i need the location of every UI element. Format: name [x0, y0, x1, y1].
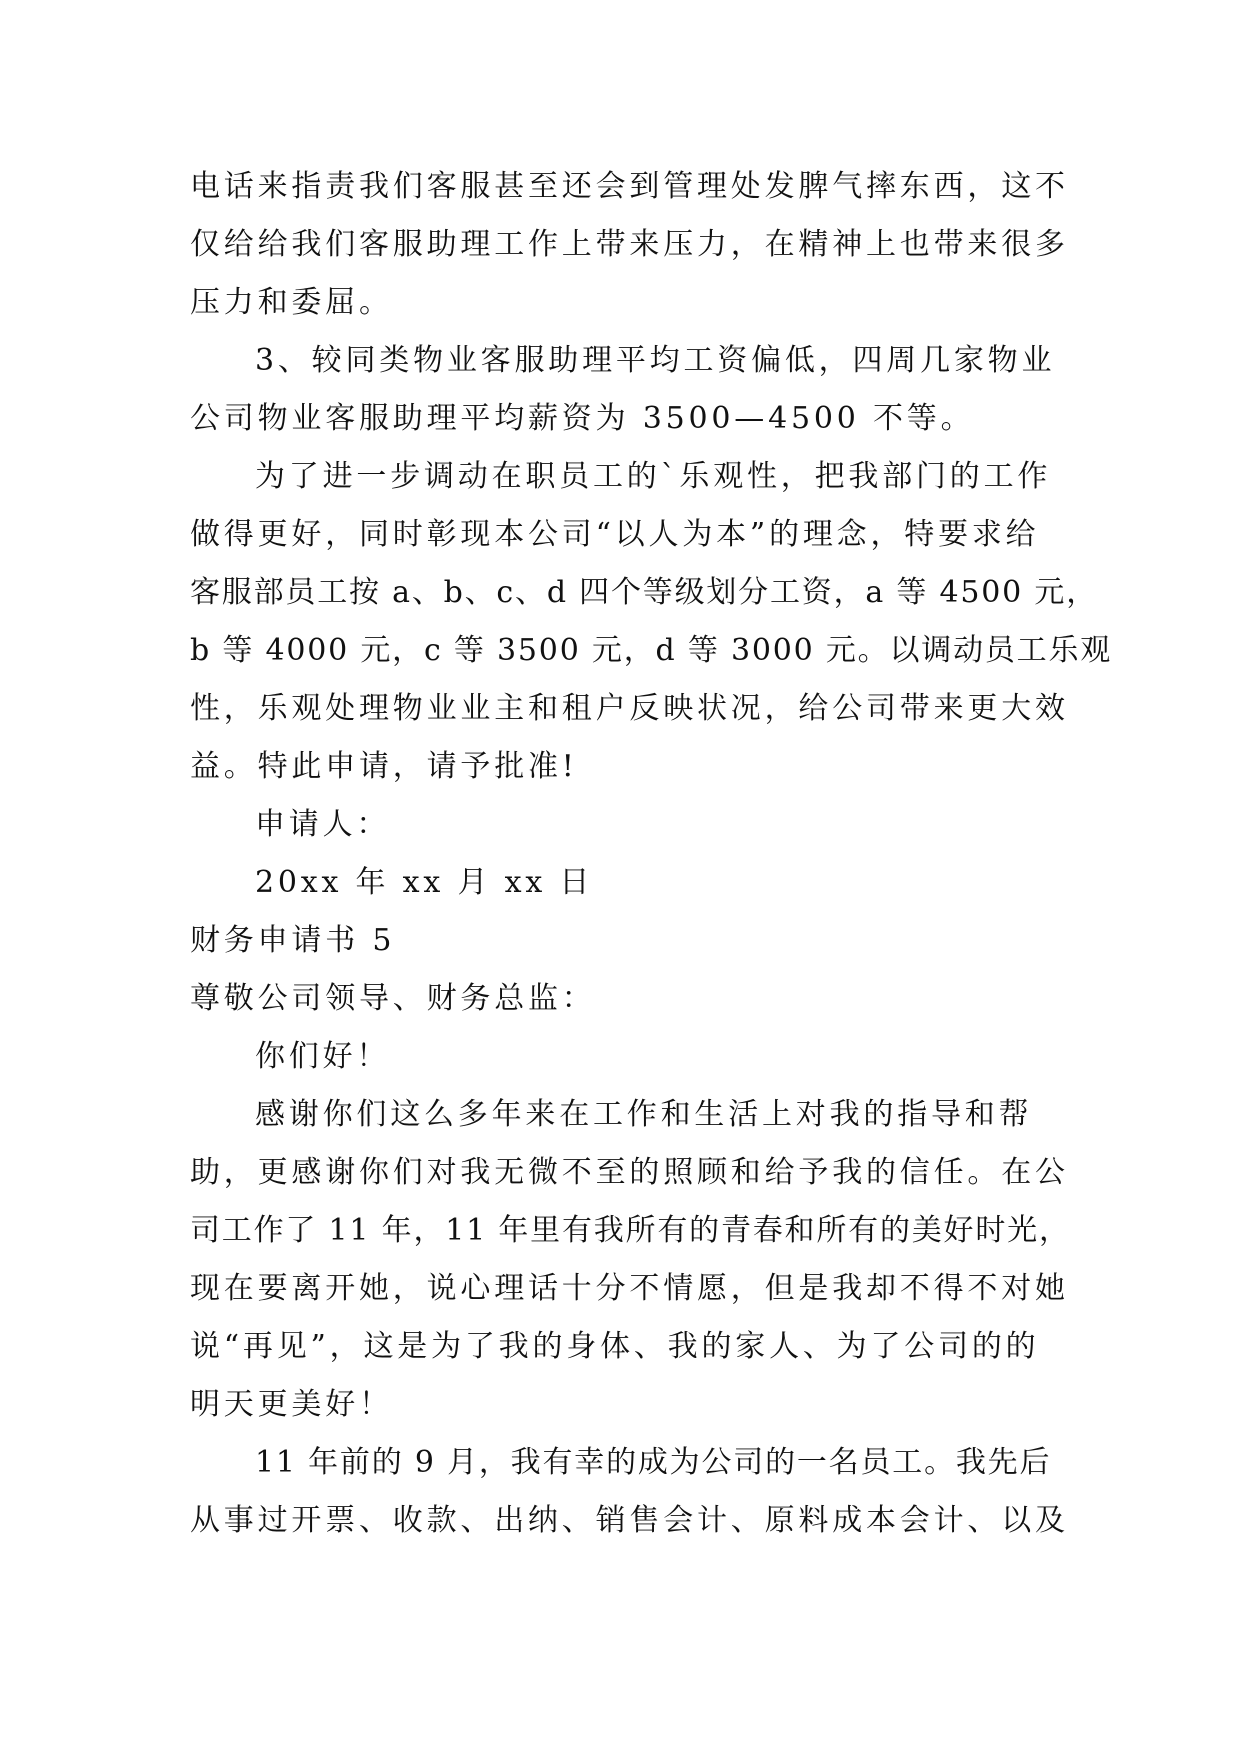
paragraph-line: 说“再见”，这是为了我的身体、我的家人、为了公司的的 — [190, 1329, 1040, 1364]
paragraph-line: 3、较同类物业客服助理平均工资偏低，四周几家物业 — [255, 343, 1056, 378]
paragraph-line: 压力和委屈。 — [190, 285, 393, 320]
paragraph-line: 公司物业客服助理平均薪资为 3500—4500 不等。 — [190, 401, 975, 436]
paragraph-line: b 等 4000 元，c 等 3500 元，d 等 3000 元。以调动员工乐观 — [190, 633, 1113, 668]
paragraph-line: 客服部员工按 a、b、c、d 四个等级划分工资，a 等 4500 元， — [190, 575, 1099, 610]
paragraph-line: 电话来指责我们客服甚至还会到管理处发脾气摔东西，这不 — [190, 169, 1069, 204]
paragraph-line: 从事过开票、收款、出纳、销售会计、原料成本会计、以及 — [190, 1503, 1069, 1538]
paragraph-line: 益。特此申请，请予批准! — [190, 749, 578, 784]
paragraph-line: 助，更感谢你们对我无微不至的照顾和给予我的信任。在公 — [190, 1155, 1069, 1190]
paragraph-line: 做得更好，同时彰现本公司“以人为本”的理念，特要求给 — [190, 517, 1040, 552]
greeting: 你们好！ — [255, 1039, 391, 1074]
paragraph-line: 司工作了 11 年，11 年里有我所有的青春和所有的美好时光， — [190, 1213, 1071, 1248]
paragraph-line: 现在要离开她，说心理话十分不情愿，但是我却不得不对她 — [190, 1271, 1069, 1306]
paragraph-line: 仅给给我们客服助理工作上带来压力，在精神上也带来很多 — [190, 227, 1069, 262]
paragraph-line: 性，乐观处理物业业主和租户反映状况，给公司带来更大效 — [190, 691, 1069, 726]
paragraph-line: 为了进一步调动在职员工的`乐观性，把我部门的工作 — [255, 459, 1052, 494]
date-line: 20xx 年 xx 月 xx 日 — [255, 865, 594, 900]
paragraph-line: 明天更美好！ — [190, 1387, 393, 1422]
paragraph-line: 感谢你们这么多年来在工作和生活上对我的指导和帮 — [255, 1097, 1033, 1132]
paragraph-line: 11 年前的 9 月，我有幸的成为公司的一名员工。我先后 — [255, 1445, 1052, 1480]
applicant-label: 申请人： — [255, 807, 391, 842]
section-title: 财务申请书 5 — [190, 923, 396, 958]
salutation: 尊敬公司领导、财务总监： — [190, 981, 596, 1016]
